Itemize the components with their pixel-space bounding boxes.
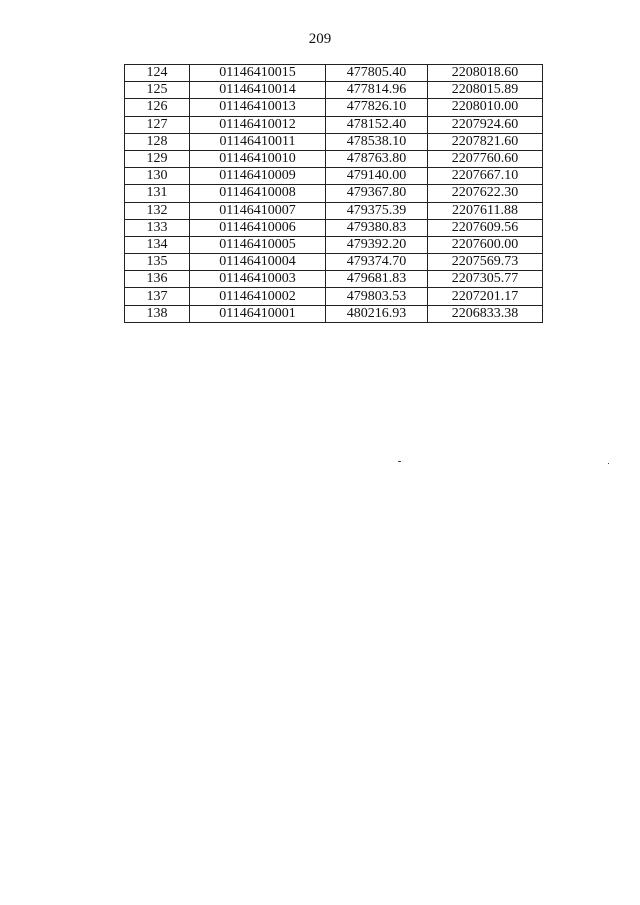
- x-coordinate-cell: 477814.96: [326, 82, 428, 99]
- table-row: [125, 168, 543, 185]
- x-coordinate-cell: 479375.39: [326, 202, 428, 219]
- table-row: [125, 65, 543, 82]
- y-coordinate-cell: 2208015.89: [428, 82, 543, 99]
- point-number-cell: 128: [125, 133, 190, 150]
- x-coordinate-cell: 479140.00: [326, 168, 428, 185]
- table-row: [125, 236, 543, 253]
- cadastral-id-cell: 01146410003: [190, 271, 326, 288]
- y-coordinate-cell: 2208018.60: [428, 65, 543, 82]
- table-row: [125, 305, 543, 322]
- y-coordinate-cell: 2207821.60: [428, 133, 543, 150]
- point-number-cell: 135: [125, 254, 190, 271]
- y-coordinate-cell: 2207609.56: [428, 219, 543, 236]
- cadastral-id-cell: 01146410001: [190, 305, 326, 322]
- y-coordinate-cell: 2207600.00: [428, 236, 543, 253]
- x-coordinate-cell: 478538.10: [326, 133, 428, 150]
- cadastral-id-cell: 01146410002: [190, 288, 326, 305]
- point-number-cell: 124: [125, 65, 190, 82]
- table-row: [125, 133, 543, 150]
- cadastral-id-cell: 01146410012: [190, 116, 326, 133]
- cadastral-id-cell: 01146410006: [190, 219, 326, 236]
- point-number-cell: 126: [125, 99, 190, 116]
- cadastral-id-cell: 01146410005: [190, 236, 326, 253]
- point-number-cell: 138: [125, 305, 190, 322]
- cadastral-id-cell: 01146410013: [190, 99, 326, 116]
- table-row: [125, 185, 543, 202]
- x-coordinate-cell: 479374.70: [326, 254, 428, 271]
- y-coordinate-cell: 2207622.30: [428, 185, 543, 202]
- point-number-cell: 132: [125, 202, 190, 219]
- y-coordinate-cell: 2207667.10: [428, 168, 543, 185]
- x-coordinate-cell: 479380.83: [326, 219, 428, 236]
- point-number-cell: 127: [125, 116, 190, 133]
- point-number-cell: 130: [125, 168, 190, 185]
- y-coordinate-cell: 2206833.38: [428, 305, 543, 322]
- coordinates-table: [124, 64, 543, 323]
- cadastral-id-cell: 01146410007: [190, 202, 326, 219]
- scan-speck: [398, 461, 401, 462]
- table-row: [125, 288, 543, 305]
- point-number-cell: 137: [125, 288, 190, 305]
- x-coordinate-cell: 479681.83: [326, 271, 428, 288]
- x-coordinate-cell: 478152.40: [326, 116, 428, 133]
- table-row: [125, 99, 543, 116]
- point-number-cell: 133: [125, 219, 190, 236]
- y-coordinate-cell: 2207305.77: [428, 271, 543, 288]
- x-coordinate-cell: 479367.80: [326, 185, 428, 202]
- cadastral-id-cell: 01146410008: [190, 185, 326, 202]
- cadastral-id-cell: 01146410011: [190, 133, 326, 150]
- cadastral-id-cell: 01146410009: [190, 168, 326, 185]
- coordinates-table-body: [125, 65, 543, 323]
- scan-speck: [608, 463, 609, 464]
- table-row: [125, 116, 543, 133]
- table-row: [125, 202, 543, 219]
- x-coordinate-cell: 479803.53: [326, 288, 428, 305]
- point-number-cell: 129: [125, 150, 190, 167]
- table-row: [125, 150, 543, 167]
- y-coordinate-cell: 2207201.17: [428, 288, 543, 305]
- y-coordinate-cell: 2207569.73: [428, 254, 543, 271]
- point-number-cell: 136: [125, 271, 190, 288]
- y-coordinate-cell: 2207924.60: [428, 116, 543, 133]
- x-coordinate-cell: 477826.10: [326, 99, 428, 116]
- x-coordinate-cell: 480216.93: [326, 305, 428, 322]
- x-coordinate-cell: 478763.80: [326, 150, 428, 167]
- table-row: [125, 271, 543, 288]
- cadastral-id-cell: 01146410004: [190, 254, 326, 271]
- point-number-cell: 134: [125, 236, 190, 253]
- table-row: [125, 219, 543, 236]
- x-coordinate-cell: 477805.40: [326, 65, 428, 82]
- point-number-cell: 125: [125, 82, 190, 99]
- cadastral-id-cell: 01146410010: [190, 150, 326, 167]
- point-number-cell: 131: [125, 185, 190, 202]
- table-row: [125, 82, 543, 99]
- y-coordinate-cell: 2207760.60: [428, 150, 543, 167]
- cadastral-id-cell: 01146410014: [190, 82, 326, 99]
- page-number: 209: [308, 31, 332, 47]
- y-coordinate-cell: 2207611.88: [428, 202, 543, 219]
- table-row: [125, 254, 543, 271]
- cadastral-id-cell: 01146410015: [190, 65, 326, 82]
- x-coordinate-cell: 479392.20: [326, 236, 428, 253]
- y-coordinate-cell: 2208010.00: [428, 99, 543, 116]
